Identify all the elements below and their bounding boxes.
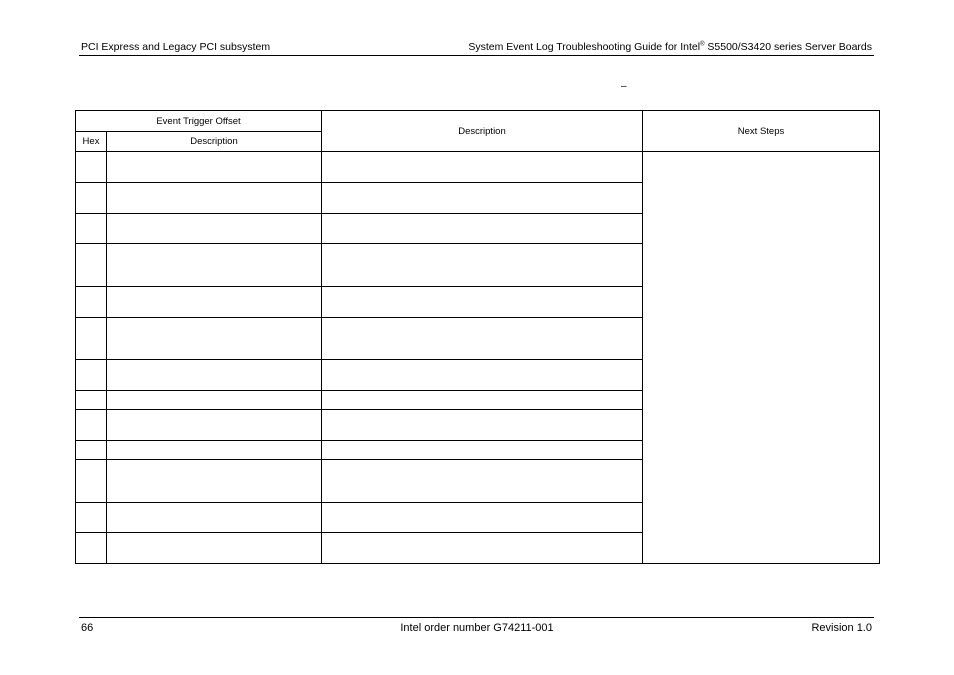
header-description: Description [322, 111, 643, 152]
table-header-row [76, 111, 880, 132]
revision: Revision 1.0 [811, 622, 872, 634]
offset-description-cell [107, 460, 322, 503]
offset-description-cell [107, 214, 322, 244]
header-rule [79, 55, 874, 56]
hex-cell [76, 360, 107, 391]
hex-cell [76, 152, 107, 183]
offset-description-cell [107, 503, 322, 533]
hex-cell [76, 460, 107, 503]
hex-cell [76, 503, 107, 533]
footer-rule [79, 617, 874, 618]
description-cell [322, 460, 643, 503]
offset-description-cell [107, 183, 322, 214]
caption-dash: – [621, 81, 627, 92]
offset-description-cell [107, 318, 322, 360]
description-cell [322, 183, 643, 214]
hex-cell [76, 441, 107, 460]
offset-description-cell [107, 287, 322, 318]
title-suffix: S5500/S3420 series Server Boards [704, 41, 872, 53]
description-cell [322, 391, 643, 410]
description-cell [322, 152, 643, 183]
offset-description-cell [107, 360, 322, 391]
hex-cell [76, 391, 107, 410]
offset-description-cell [107, 441, 322, 460]
description-cell [322, 410, 643, 441]
description-cell [322, 533, 643, 564]
hex-cell [76, 244, 107, 287]
hex-cell [76, 318, 107, 360]
offset-description-cell [107, 152, 322, 183]
next-steps-cell [643, 152, 880, 564]
description-cell [322, 441, 643, 460]
offset-description-cell [107, 533, 322, 564]
table-row [76, 152, 880, 183]
header-hex: Hex [76, 132, 107, 152]
header-offset-description: Description [107, 132, 322, 152]
hex-cell [76, 533, 107, 564]
page-number: 66 [81, 622, 94, 634]
order-number: Intel order number G74211-001 [400, 622, 554, 634]
offset-description-cell [107, 391, 322, 410]
description-cell [322, 244, 643, 287]
event-trigger-table [75, 110, 879, 564]
header-next-steps: Next Steps [643, 111, 880, 152]
hex-cell [76, 214, 107, 244]
title-prefix: System Event Log Troubleshooting Guide for Intel [468, 41, 701, 53]
offset-description-cell [107, 244, 322, 287]
hex-cell [76, 410, 107, 441]
hex-cell [76, 287, 107, 318]
running-header-section: PCI Express and Legacy PCI subsystem [81, 41, 271, 53]
description-cell [322, 287, 643, 318]
description-cell [322, 318, 643, 360]
offset-description-cell [107, 410, 322, 441]
description-cell [322, 214, 643, 244]
description-cell [322, 360, 643, 391]
running-header-title [468, 41, 872, 53]
hex-cell [76, 183, 107, 214]
description-cell [322, 503, 643, 533]
registered-mark: ® [700, 41, 705, 48]
header-event-trigger-offset: Event Trigger Offset [76, 111, 322, 132]
